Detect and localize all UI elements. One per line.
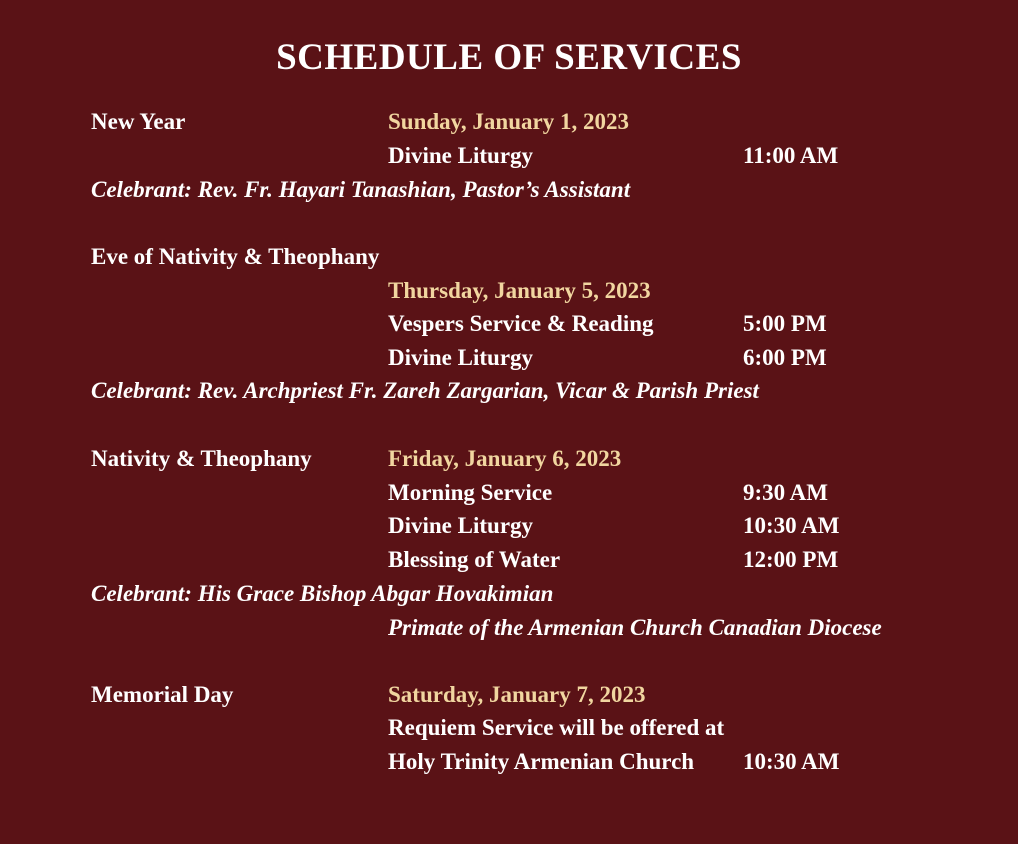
event-name: New Year xyxy=(91,109,186,134)
event-row-nativity xyxy=(0,442,1018,476)
celebrant-row xyxy=(0,173,1018,207)
event-name: Nativity & Theophany xyxy=(91,446,312,471)
service-time: 6:00 PM xyxy=(743,345,827,370)
service-time: 10:30 AM xyxy=(743,749,840,774)
celebrant-title: Primate of the Armenian Church Canadian Diocese xyxy=(388,615,882,640)
event-date: Sunday, January 1, 2023 xyxy=(388,109,629,134)
event-row-eve-nativity xyxy=(0,240,1018,274)
event-date: Saturday, January 7, 2023 xyxy=(388,682,646,707)
service-name: Divine Liturgy xyxy=(388,513,534,538)
date-row xyxy=(0,274,1018,308)
service-row xyxy=(0,543,1018,577)
celebrant-text: Celebrant: Rev. Archpriest Fr. Zareh Zargarian, Vicar & Parish Priest xyxy=(91,378,759,403)
page-title: SCHEDULE OF SERVICES xyxy=(276,37,742,78)
celebrant-row xyxy=(0,374,1018,408)
event-date: Friday, January 6, 2023 xyxy=(388,446,622,471)
service-name: Holy Trinity Armenian Church xyxy=(388,749,695,774)
service-row xyxy=(0,509,1018,543)
service-time: 9:30 AM xyxy=(743,480,828,505)
event-date: Thursday, January 5, 2023 xyxy=(388,278,651,303)
service-row xyxy=(0,476,1018,510)
service-time: 10:30 AM xyxy=(743,513,840,538)
service-name: Morning Service xyxy=(388,480,553,505)
service-name: Divine Liturgy xyxy=(388,345,534,370)
event-row-memorial-day xyxy=(0,678,1018,712)
service-time: 5:00 PM xyxy=(743,311,827,336)
service-row xyxy=(0,307,1018,341)
service-name: Vespers Service & Reading xyxy=(388,311,654,336)
celebrant-row xyxy=(0,577,1018,611)
service-row xyxy=(0,745,1018,779)
event-row-new-year xyxy=(0,105,1018,139)
event-name: Memorial Day xyxy=(91,682,234,707)
service-row xyxy=(0,341,1018,375)
service-row xyxy=(0,139,1018,173)
service-name: Requiem Service will be offered at xyxy=(388,715,725,740)
service-time: 12:00 PM xyxy=(743,547,839,572)
celebrant-text: Celebrant: His Grace Bishop Abgar Hovakimian xyxy=(91,581,554,606)
service-name: Divine Liturgy xyxy=(388,143,534,168)
celebrant-text: Celebrant: Rev. Fr. Hayari Tanashian, Pastor’s Assistant xyxy=(91,177,631,202)
event-name: Eve of Nativity & Theophany xyxy=(91,244,380,269)
service-time: 11:00 AM xyxy=(743,143,839,168)
celebrant-title-row xyxy=(0,611,1018,645)
service-name: Blessing of Water xyxy=(388,547,561,572)
service-row xyxy=(0,711,1018,745)
